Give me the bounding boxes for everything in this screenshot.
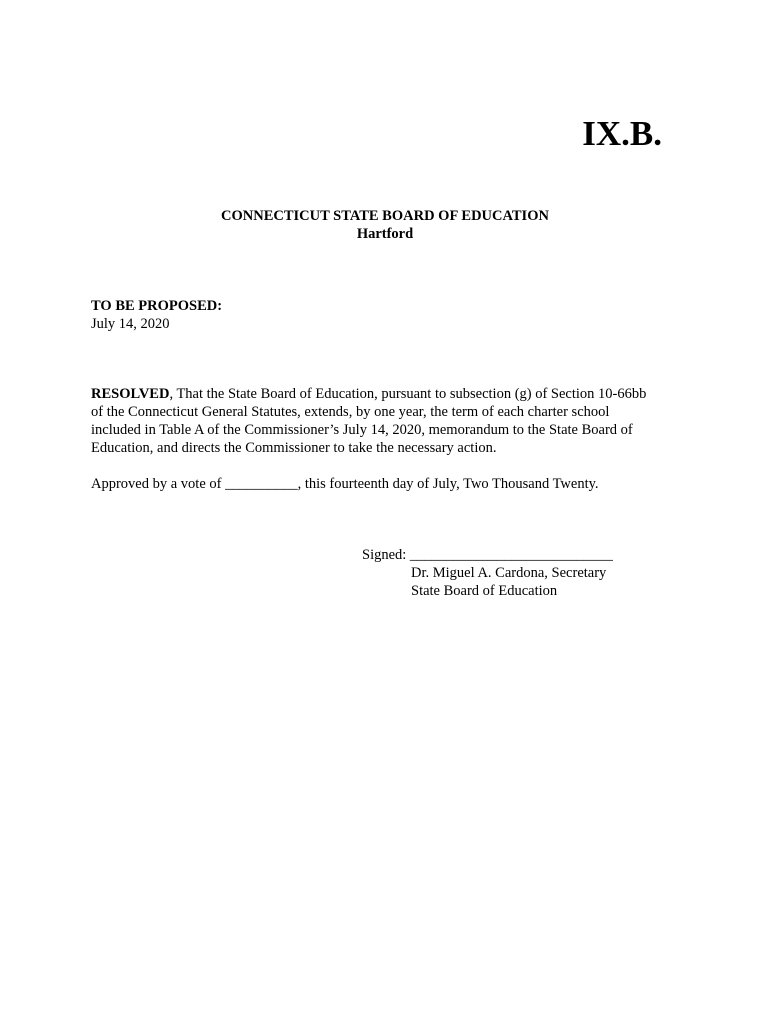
organization-name: CONNECTICUT STATE BOARD OF EDUCATION bbox=[221, 208, 549, 224]
resolution-line-1 bbox=[91, 385, 691, 403]
organization-city: Hartford bbox=[356, 226, 414, 242]
signer-body: State Board of Education bbox=[411, 583, 558, 599]
resolved-lead: RESOLVED bbox=[91, 386, 170, 402]
approval-statement: Approved by a vote of __________, this fourteenth day of July, Two Thousand Twenty. bbox=[91, 476, 599, 492]
resolution-line-1-text: , That the State Board of Education, pursuant to subsection (g) of Section 10-66bb bbox=[169, 386, 647, 402]
resolution-line-4: Education, and directs the Commissioner to take the necessary action. bbox=[91, 440, 497, 456]
document-header bbox=[0, 207, 770, 243]
agenda-item-code: IX.B. bbox=[582, 114, 662, 153]
proposed-label: TO BE PROPOSED: bbox=[91, 298, 223, 314]
signed-line: Signed: ____________________________ bbox=[362, 547, 613, 563]
resolution-line-2: of the Connecticut General Statutes, extends, by one year, the term of each charter school bbox=[91, 404, 610, 420]
proposed-date: July 14, 2020 bbox=[91, 316, 170, 332]
signature-block bbox=[362, 546, 613, 600]
resolution-line-3: included in Table A of the Commissioner’s July 14, 2020, memorandum to the State Board of bbox=[91, 422, 633, 438]
resolution-paragraph bbox=[91, 385, 691, 457]
signer-name-title: Dr. Miguel A. Cardona, Secretary bbox=[411, 565, 607, 581]
proposed-block bbox=[91, 297, 222, 333]
